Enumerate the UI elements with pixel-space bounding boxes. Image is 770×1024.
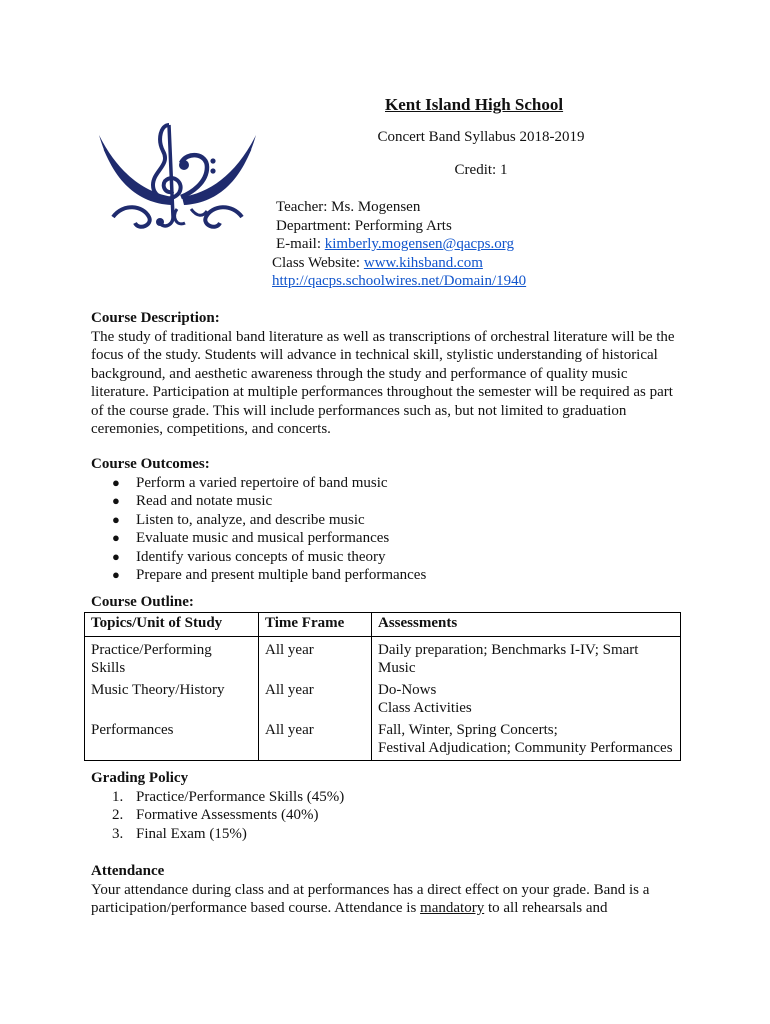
table-cell: All year bbox=[259, 680, 372, 720]
domain-line bbox=[272, 272, 526, 291]
table-cell: Fall, Winter, Spring Concerts; Festival Adjudication; Community Performances bbox=[372, 720, 681, 761]
department-line: Department: Performing Arts bbox=[276, 217, 452, 234]
outcomes-heading: Course Outcomes: bbox=[91, 456, 210, 472]
table-cell: Do-Nows Class Activities bbox=[372, 680, 681, 720]
mandatory-underlined: mandatory bbox=[420, 900, 485, 916]
list-item: ● Read and notate music bbox=[112, 493, 273, 509]
attendance-heading: Attendance bbox=[91, 863, 165, 879]
bullet-icon: ● bbox=[112, 548, 120, 564]
outline-heading: Course Outline: bbox=[91, 594, 194, 610]
email-link[interactable]: kimberly.mogensen@qacps.org bbox=[324, 236, 514, 252]
course-outcomes bbox=[91, 455, 691, 585]
description-heading: Course Description: bbox=[91, 310, 220, 326]
column-header: Time Frame bbox=[259, 613, 372, 637]
grading-policy bbox=[91, 769, 691, 843]
school-title: Kent Island High School bbox=[385, 95, 564, 114]
list-item: 1. Practice/Performance Skills (45%) bbox=[112, 788, 345, 805]
credit-label: Credit: 1 bbox=[454, 162, 508, 178]
course-description bbox=[91, 309, 691, 439]
description-line: focus of the study. Students will advance in technical skill, stylistic understanding of historical bbox=[91, 347, 658, 363]
syllabus-title: Concert Band Syllabus 2018-2019 bbox=[377, 129, 585, 145]
description-line: The study of traditional band literature as well as transcriptions of orchestral literature will be the bbox=[91, 328, 675, 345]
website-line bbox=[272, 254, 526, 273]
email-line bbox=[272, 235, 526, 254]
website-label: Class Website: bbox=[272, 254, 364, 271]
table-cell: Music Theory/History bbox=[85, 680, 259, 720]
email-label: E-mail: bbox=[276, 236, 325, 252]
grading-list bbox=[91, 788, 691, 844]
table-cell: Practice/Performing Skills bbox=[85, 636, 259, 680]
bullet-icon: ● bbox=[112, 567, 120, 582]
table-cell: Performances bbox=[85, 720, 259, 761]
column-header: Assessments bbox=[372, 613, 681, 637]
teacher-line: Teacher: Ms. Mogensen bbox=[276, 199, 421, 215]
attendance-line: Your attendance during class and at performances has a direct effect on your grade. Band is a bbox=[91, 881, 650, 898]
teacher-info bbox=[272, 198, 526, 291]
list-item: ● Listen to, analyze, and describe music bbox=[112, 511, 365, 528]
list-item: ● Evaluate music and musical performances bbox=[112, 530, 390, 546]
column-header: Topics/Unit of Study bbox=[85, 613, 259, 637]
list-item: 3. Final Exam (15%) bbox=[112, 825, 247, 842]
domain-link[interactable]: http://qacps.schoolwires.net/Domain/1940 bbox=[272, 273, 527, 289]
list-item: ● Perform a varied repertoire of band music bbox=[112, 474, 388, 491]
description-line: background, and aesthetic awareness through the study and performance of quality music bbox=[91, 365, 628, 382]
bullet-icon: ● bbox=[112, 511, 120, 527]
website-link[interactable]: www.kihsband.com bbox=[363, 254, 483, 271]
table-row bbox=[85, 636, 681, 680]
grading-heading: Grading Policy bbox=[91, 770, 189, 786]
course-outline-table bbox=[84, 612, 681, 761]
bullet-icon: ● bbox=[112, 530, 120, 545]
description-line: of the course grade. This will include performances such as, but not limited to graduation bbox=[91, 402, 627, 419]
description-line: ceremonies, competitions, and concerts. bbox=[91, 421, 331, 437]
attendance bbox=[91, 862, 731, 918]
attendance-line: participation/performance based course. Attendance is mandatory to all rehearsals and bbox=[91, 900, 608, 916]
table-row bbox=[85, 680, 681, 720]
list-item: ● Identify various concepts of music theory bbox=[112, 548, 386, 565]
description-line: literature. Participation at multiple performances throughout the semester will be required as part bbox=[91, 384, 673, 400]
table-cell: All year bbox=[259, 720, 372, 761]
table-row bbox=[85, 720, 681, 761]
table-cell: Daily preparation; Benchmarks I-IV; Smart Music bbox=[372, 636, 681, 680]
outcomes-list bbox=[91, 474, 691, 585]
list-item: 2. Formative Assessments (40%) bbox=[112, 807, 319, 823]
bullet-icon: ● bbox=[112, 493, 120, 508]
list-item: ● Prepare and present multiple band performances bbox=[112, 567, 427, 583]
bullet-icon: ● bbox=[112, 474, 120, 490]
table-cell: All year bbox=[259, 636, 372, 680]
outline-heading-wrap bbox=[91, 593, 691, 612]
table-header-row bbox=[85, 613, 681, 637]
